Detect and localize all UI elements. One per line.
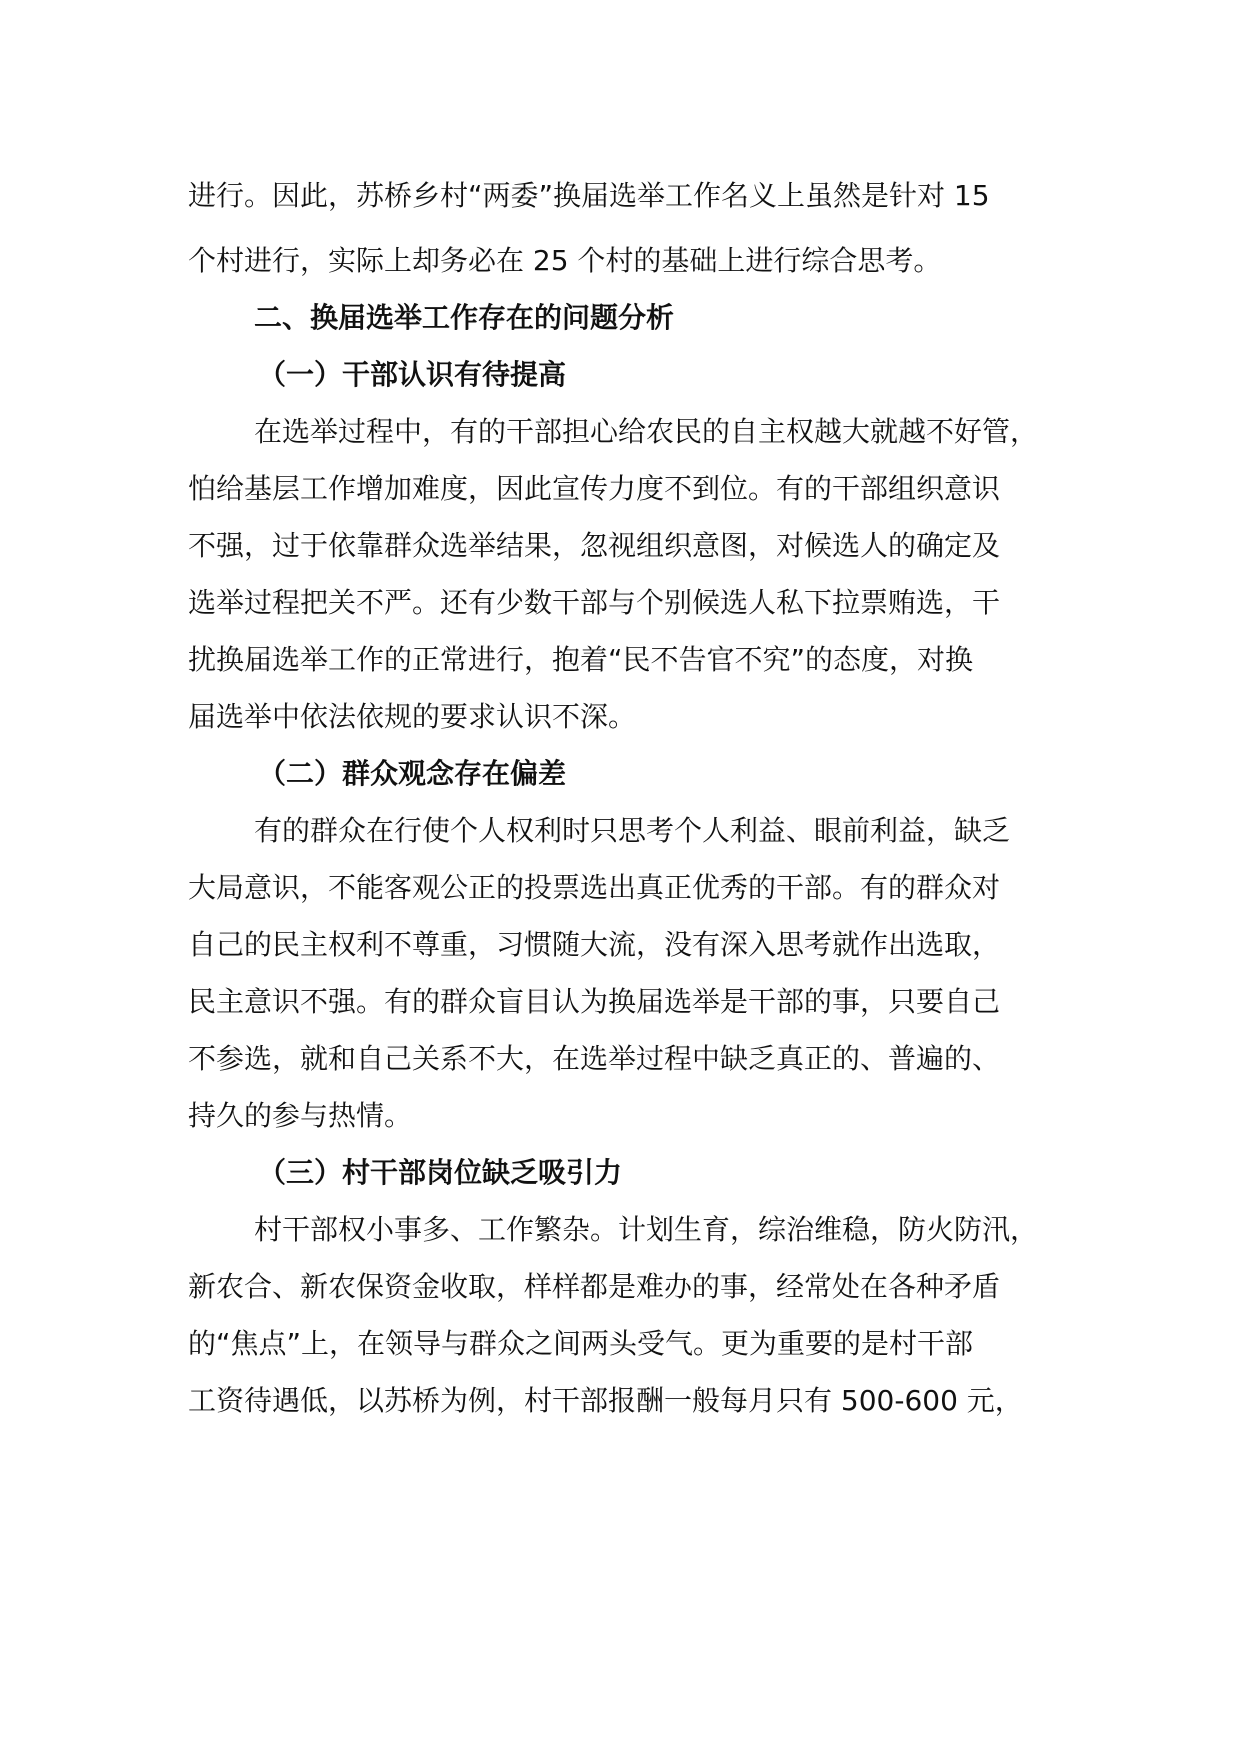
body-text-line: 在选举过程中，有的干部担心给农民的自主权越大就越不好管， [254, 415, 1039, 448]
body-text-line: 自己的民主权利不尊重，习惯随大流，没有深入思考就作出选取， [188, 928, 1001, 961]
body-text-line: 大局意识，不能客观公正的投票选出真正优秀的干部。有的群众对 [188, 871, 1001, 904]
body-text-line: 持久的参与热情。 [188, 1099, 413, 1132]
body-text-line: 不参选，就和自己关系不大，在选举过程中缺乏真正的、普遍的、 [188, 1042, 1001, 1075]
body-text-line: 的“焦点”上，在领导与群众之间两头受气。更为重要的是村干部 [188, 1327, 974, 1360]
body-text-line: 怕给基层工作增加难度，因此宣传力度不到位。有的干部组织意识 [188, 472, 1001, 505]
subsection-heading: （三）村干部岗位缺乏吸引力 [258, 1156, 623, 1189]
section-heading: 二、换届选举工作存在的问题分析 [254, 301, 675, 334]
body-text-line: 民主意识不强。有的群众盲目认为换届选举是干部的事，只要自己 [188, 985, 1001, 1018]
body-text-line: 工资待遇低，以苏桥为例，村干部报酬一般每月只有 500-600 元， [188, 1384, 1023, 1417]
body-text-line: 村干部权小事多、工作繁杂。计划生育，综治维稳，防火防汛， [254, 1213, 1039, 1246]
body-text-line: 进行。因此，苏桥乡村“两委”换届选举工作名义上虽然是针对 15 [188, 179, 990, 212]
subsection-heading: （二）群众观念存在偏差 [258, 757, 567, 790]
body-text-line: 选举过程把关不严。还有少数干部与个别候选人私下拉票贿选，干 [188, 586, 1001, 619]
body-text-line: 个村进行，实际上却务必在 25 个村的基础上进行综合思考。 [188, 244, 942, 277]
body-text-line: 新农合、新农保资金收取，样样都是难办的事，经常处在各种矛盾 [188, 1270, 1001, 1303]
body-text-line: 届选举中依法依规的要求认识不深。 [188, 700, 637, 733]
body-text-line: 有的群众在行使个人权利时只思考个人利益、眼前利益，缺乏 [254, 814, 1011, 847]
body-text-line: 不强，过于依靠群众选举结果，忽视组织意图，对候选人的确定及 [188, 529, 1001, 562]
subsection-heading: （一）干部认识有待提高 [258, 358, 567, 391]
body-text-line: 扰换届选举工作的正常进行，抱着“民不告官不究”的态度，对换 [188, 643, 974, 676]
